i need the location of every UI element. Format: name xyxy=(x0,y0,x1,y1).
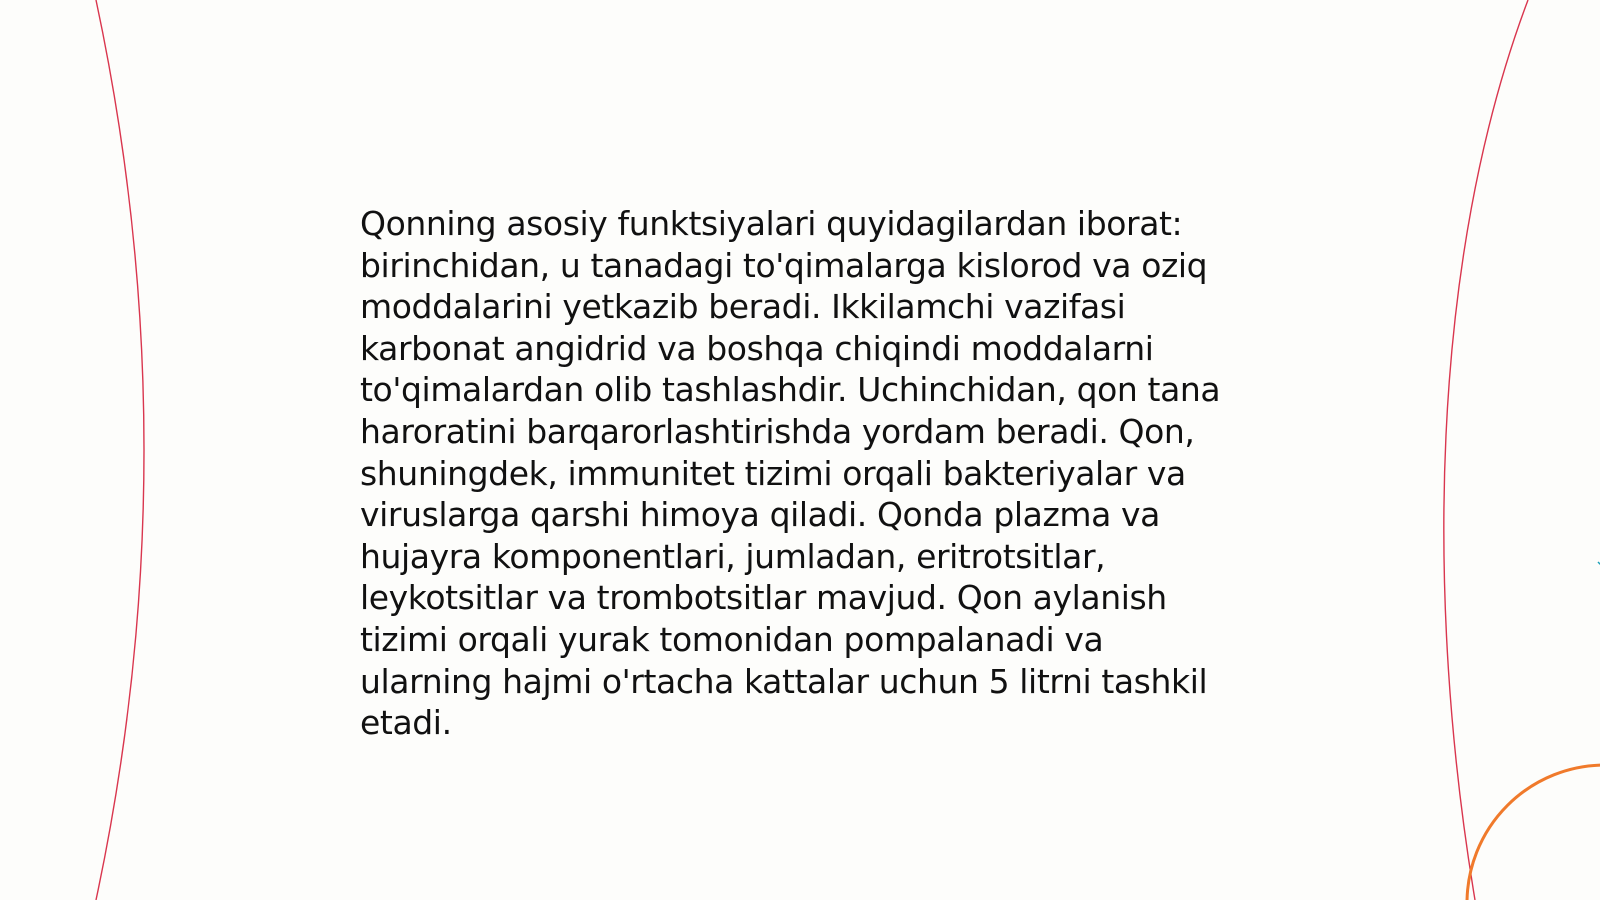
left-curve-line xyxy=(96,0,144,900)
right-curve-line xyxy=(1444,0,1528,900)
slide-body-text: Qonning asosiy funktsiyalari quyidagilardan iborat: birinchidan, u tanadagi to'qimalarga kislorod va oziq moddalarini yetkazib beradi. Ikkilamchi vazifasi karbonat angidrid va boshqa chiqindi moddalarni to'qimalardan olib tashlashdir. Uchinchidan, qon tana haroratini barqarorlashtirishda yordam beradi. Qon, shuningdek, immunitet tizimi orqali bakteriyalar va viruslarga qarshi himoya qiladi. Qonda plazma va hujayra komponentlari, jumladan, eritrotsitlar, leykotsitlar va trombotsitlar mavjud. Qon aylanish tizimi orqali yurak tomonidan pompalanadi va ularning hajmi o'rtacha kattalar uchun 5 litrni tashkil etadi. xyxy=(360,204,1221,743)
orange-circle-outline xyxy=(1467,765,1600,900)
